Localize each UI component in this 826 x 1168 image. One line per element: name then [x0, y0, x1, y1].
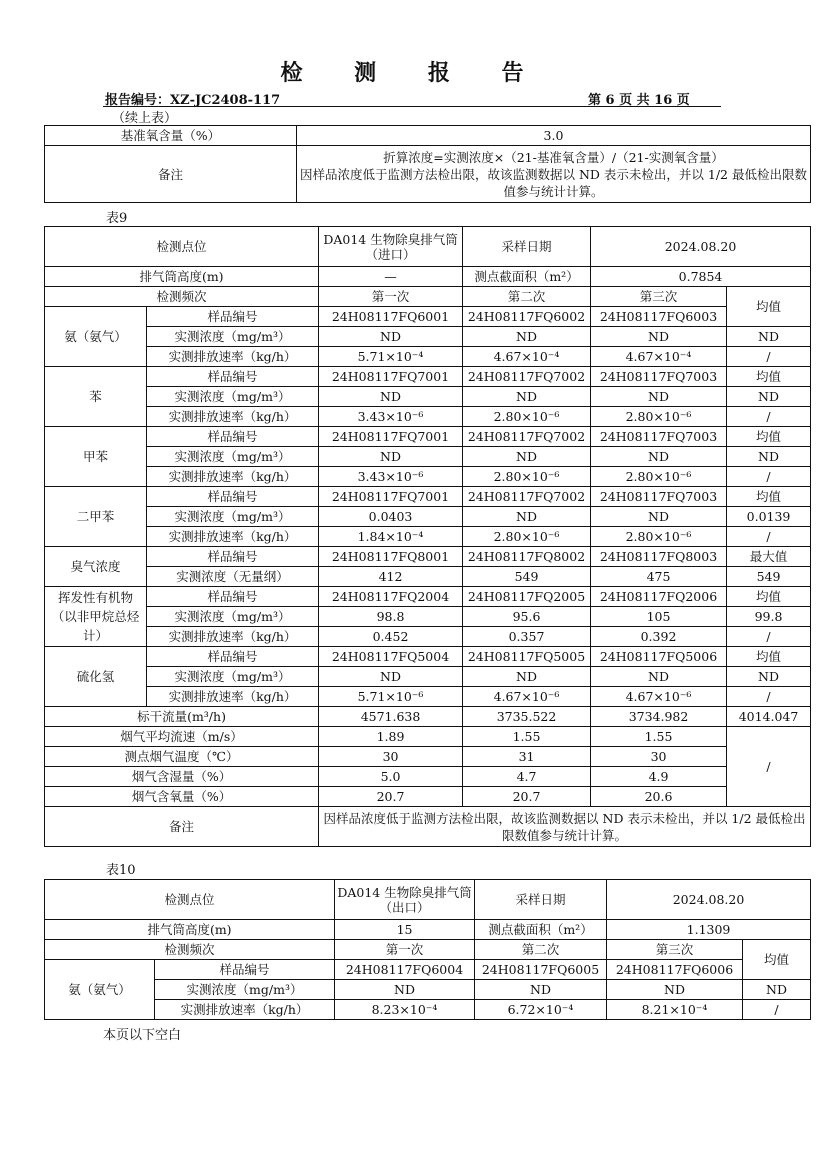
date-value: 2024.08.20 — [607, 880, 811, 920]
cell: 4.9 — [591, 767, 727, 787]
group-name: 硫化氢 — [45, 647, 147, 707]
cell: ND — [319, 447, 463, 467]
param-label: 测点烟气温度（℃） — [45, 747, 319, 767]
note-formula: 折算浓度=实测浓度×（21-基准氧含量）/（21-实测氧含量） — [383, 149, 724, 165]
cell: 20.6 — [591, 787, 727, 807]
run-2-label: 第二次 — [463, 287, 591, 307]
continued-table — [44, 125, 811, 203]
cell: 24H08117FQ5006 — [591, 647, 727, 667]
cell: 24H08117FQ6004 — [335, 960, 475, 980]
cell: 24H08117FQ8003 — [591, 547, 727, 567]
table-row — [45, 447, 811, 467]
group-name: 苯 — [45, 367, 147, 427]
cell: 0.0403 — [319, 507, 463, 527]
summary-cell: / — [727, 347, 811, 367]
cell: 2.80×10⁻⁶ — [591, 407, 727, 427]
table-row — [45, 587, 811, 607]
note-nd-statement: 因样品浓度低于监测方法检出限，故该监测数据以 ND 表示未检出，并以 1/2 最低检出限数值参与统计计算。 — [300, 166, 807, 199]
table-row — [45, 467, 811, 487]
run-3-label: 第三次 — [607, 940, 743, 960]
summary-cell: 549 — [727, 567, 811, 587]
table9-freq-row — [45, 287, 811, 307]
table-row — [45, 667, 811, 687]
cell: ND — [319, 387, 463, 407]
group-name: 挥发性有机物（以非甲烷总烃计） — [45, 587, 147, 647]
table-row — [45, 367, 811, 387]
cell: 5.71×10⁻⁶ — [319, 687, 463, 707]
row-label: 样品编号 — [147, 587, 319, 607]
summary-cell: 均值 — [727, 427, 811, 447]
freq-label: 检测频次 — [45, 940, 335, 960]
table9-stack-row — [45, 267, 811, 287]
cell: 24H08117FQ7003 — [591, 367, 727, 387]
cell: 5.71×10⁻⁴ — [319, 347, 463, 367]
note-content: 因样品浓度低于监测方法检出限，故该监测数据以 ND 表示未检出，并以 1/2 最低检出限数值参与统计计算。 — [319, 807, 811, 847]
cell: 24H08117FQ2006 — [591, 587, 727, 607]
cell: 0.357 — [463, 627, 591, 647]
group-name: 氨（氨气） — [45, 960, 155, 1020]
cell: 24H08117FQ8002 — [463, 547, 591, 567]
cell: 20.7 — [319, 787, 463, 807]
cell: ND — [475, 980, 607, 1000]
summary-cell: 99.8 — [727, 607, 811, 627]
cell: 24H08117FQ8001 — [319, 547, 463, 567]
cell: 24H08117FQ6002 — [463, 307, 591, 327]
cell: 30 — [591, 747, 727, 767]
summary-cell: 0.0139 — [727, 507, 811, 527]
summary-cell: ND — [727, 387, 811, 407]
table-row — [45, 767, 811, 787]
continued-label: （续上表） — [112, 111, 178, 126]
ref-o2-value: 3.0 — [297, 126, 811, 146]
cell: 3.43×10⁻⁶ — [319, 467, 463, 487]
avg-header: 均值 — [743, 940, 811, 980]
row-label: 实测排放速率（kg/h） — [147, 407, 319, 427]
row-label: 样品编号 — [147, 427, 319, 447]
row-label: 实测排放速率（kg/h） — [147, 687, 319, 707]
table-row — [45, 347, 811, 367]
table9-point-row — [45, 227, 811, 267]
note-label: 备注 — [45, 146, 297, 203]
table9-caption: 表9 — [106, 211, 128, 226]
cell: 24H08117FQ7001 — [319, 487, 463, 507]
group-name: 臭气浓度 — [45, 547, 147, 587]
cell: 0.392 — [591, 627, 727, 647]
row-label: 实测浓度（无量纲） — [147, 567, 319, 587]
run-3-label: 第三次 — [591, 287, 727, 307]
table-row — [45, 307, 811, 327]
flow-label: 标干流量(m³/h) — [45, 707, 319, 727]
table-row — [45, 980, 811, 1000]
cell: 24H08117FQ7002 — [463, 367, 591, 387]
summary-cell: / — [743, 1000, 811, 1020]
cell: 24H08117FQ6003 — [591, 307, 727, 327]
cell: ND — [591, 327, 727, 347]
cell: 2.80×10⁻⁶ — [591, 467, 727, 487]
table-row — [45, 607, 811, 627]
page-number: 第 6 页 共 16 页 — [588, 93, 690, 108]
cell: 20.7 — [463, 787, 591, 807]
cell: 24H08117FQ6006 — [607, 960, 743, 980]
cell: ND — [463, 507, 591, 527]
cell: 1.55 — [591, 727, 727, 747]
row-label: 实测排放速率（kg/h） — [147, 627, 319, 647]
row-label: 样品编号 — [147, 647, 319, 667]
cell: ND — [319, 667, 463, 687]
table-row — [45, 960, 811, 980]
cell: 24H08117FQ7003 — [591, 427, 727, 447]
cell: 24H08117FQ2004 — [319, 587, 463, 607]
row-label: 实测排放速率（kg/h） — [155, 1000, 335, 1020]
cell: 24H08117FQ7002 — [463, 487, 591, 507]
table-row — [45, 1000, 811, 1020]
group-name: 二甲苯 — [45, 487, 147, 547]
row-label: 实测排放速率（kg/h） — [147, 347, 319, 367]
row-label: 实测排放速率（kg/h） — [147, 467, 319, 487]
group-name: 氨（氨气） — [45, 307, 147, 367]
cell: 4.67×10⁻⁶ — [591, 687, 727, 707]
point-value: DA014 生物除臭排气筒（进口） — [319, 227, 463, 267]
cell: 412 — [319, 567, 463, 587]
date-label: 采样日期 — [463, 227, 591, 267]
summary-cell: / — [727, 687, 811, 707]
point-label: 检测点位 — [45, 880, 335, 920]
cell: 24H08117FQ5005 — [463, 647, 591, 667]
params-summary: / — [727, 727, 811, 807]
report-title: 检 测 报 告 — [280, 60, 546, 86]
cell: 24H08117FQ7001 — [319, 427, 463, 447]
cell: ND — [591, 667, 727, 687]
cell: ND — [607, 980, 743, 1000]
table-row — [45, 707, 811, 727]
cell: 3734.982 — [591, 707, 727, 727]
row-label: 实测浓度（mg/m³） — [147, 327, 319, 347]
cell: 3735.522 — [463, 707, 591, 727]
area-value: 0.7854 — [591, 267, 811, 287]
table-row — [45, 647, 811, 667]
summary-cell: / — [727, 627, 811, 647]
group-name: 甲苯 — [45, 427, 147, 487]
summary-cell: ND — [743, 980, 811, 1000]
cell: 2.80×10⁻⁶ — [463, 527, 591, 547]
cell: ND — [463, 447, 591, 467]
ref-o2-label: 基准氧含量（%） — [45, 126, 297, 146]
summary-cell: 均值 — [727, 487, 811, 507]
stack-height-label: 排气筒高度(m) — [45, 920, 335, 940]
cell: 1.89 — [319, 727, 463, 747]
cell: 2.80×10⁻⁶ — [463, 407, 591, 427]
summary-cell: 均值 — [727, 367, 811, 387]
cell: 24H08117FQ7003 — [591, 487, 727, 507]
row-label: 样品编号 — [147, 487, 319, 507]
cell: 5.0 — [319, 767, 463, 787]
row-label: 实测浓度（mg/m³） — [147, 447, 319, 467]
run-1-label: 第一次 — [319, 287, 463, 307]
run-2-label: 第二次 — [475, 940, 607, 960]
cell: 4.67×10⁻⁴ — [591, 347, 727, 367]
area-value: 1.1309 — [607, 920, 811, 940]
point-value: DA014 生物除臭排气筒（出口） — [335, 880, 475, 920]
note-label: 备注 — [45, 807, 319, 847]
param-label: 烟气含氧量（%） — [45, 787, 319, 807]
row-label: 实测排放速率（kg/h） — [147, 527, 319, 547]
summary-cell: / — [727, 527, 811, 547]
cell: 95.6 — [463, 607, 591, 627]
cell: 4.7 — [463, 767, 591, 787]
cell: ND — [463, 667, 591, 687]
stack-height-value: — — [319, 267, 463, 287]
table-row — [45, 787, 811, 807]
param-label: 烟气平均流速（m/s） — [45, 727, 319, 747]
table-row — [45, 687, 811, 707]
table-row — [45, 507, 811, 527]
summary-cell: ND — [727, 667, 811, 687]
table-row — [45, 567, 811, 587]
table-row — [45, 487, 811, 507]
cell: 1.84×10⁻⁴ — [319, 527, 463, 547]
cell: 24H08117FQ6001 — [319, 307, 463, 327]
row-label: 实测浓度（mg/m³） — [155, 980, 335, 1000]
cell: 4.67×10⁻⁶ — [463, 687, 591, 707]
note-content — [297, 146, 811, 203]
cell: 2.80×10⁻⁶ — [591, 527, 727, 547]
summary-cell: 均值 — [727, 647, 811, 667]
report-number: 报告编号：XZ-JC2408-117 — [105, 93, 281, 108]
summary-cell: ND — [727, 447, 811, 467]
cell: 8.21×10⁻⁴ — [607, 1000, 743, 1020]
row-label: 样品编号 — [155, 960, 335, 980]
cell: 475 — [591, 567, 727, 587]
summary-cell: 均值 — [727, 587, 811, 607]
summary-cell: / — [727, 467, 811, 487]
cell: 24H08117FQ2005 — [463, 587, 591, 607]
cell: 8.23×10⁻⁴ — [335, 1000, 475, 1020]
summary-cell: 最大值 — [727, 547, 811, 567]
table-row — [45, 747, 811, 767]
row-label: 样品编号 — [147, 367, 319, 387]
row-label: 样品编号 — [147, 307, 319, 327]
cell: 98.8 — [319, 607, 463, 627]
cell: ND — [591, 387, 727, 407]
cell: 31 — [463, 747, 591, 767]
table10-point-row — [45, 880, 811, 920]
table10-freq-row — [45, 940, 811, 960]
date-label: 采样日期 — [475, 880, 607, 920]
table-row — [45, 727, 811, 747]
table9 — [44, 226, 811, 847]
table-row — [45, 387, 811, 407]
cell: 4.67×10⁻⁴ — [463, 347, 591, 367]
run-1-label: 第一次 — [335, 940, 475, 960]
cell: ND — [463, 327, 591, 347]
cell: 0.452 — [319, 627, 463, 647]
cell: 1.55 — [463, 727, 591, 747]
cell: 6.72×10⁻⁴ — [475, 1000, 607, 1020]
cell: 30 — [319, 747, 463, 767]
cell: ND — [319, 327, 463, 347]
row-label: 实测浓度（mg/m³） — [147, 387, 319, 407]
avg-header: 均值 — [727, 287, 811, 327]
cell: 24H08117FQ6005 — [475, 960, 607, 980]
cell: 3.43×10⁻⁶ — [319, 407, 463, 427]
table-row — [45, 427, 811, 447]
cell: 2.80×10⁻⁶ — [463, 467, 591, 487]
cell: 24H08117FQ7001 — [319, 367, 463, 387]
cell: ND — [463, 387, 591, 407]
row-label: 实测浓度（mg/m³） — [147, 607, 319, 627]
cell: ND — [335, 980, 475, 1000]
cell: 4571.638 — [319, 707, 463, 727]
cell: ND — [591, 447, 727, 467]
area-label: 测点截面积（m²） — [475, 920, 607, 940]
cell: 549 — [463, 567, 591, 587]
header-divider — [103, 106, 721, 107]
stack-height-label: 排气筒高度(m) — [45, 267, 319, 287]
param-label: 烟气含湿量（%） — [45, 767, 319, 787]
row-label: 实测浓度（mg/m³） — [147, 667, 319, 687]
stack-height-value: 15 — [335, 920, 475, 940]
table-row — [45, 407, 811, 427]
freq-label: 检测频次 — [45, 287, 319, 307]
table10-stack-row — [45, 920, 811, 940]
table10-caption: 表10 — [106, 863, 136, 878]
summary-cell: ND — [727, 327, 811, 347]
table-row — [45, 547, 811, 567]
summary-cell: 4014.047 — [727, 707, 811, 727]
row-label: 实测浓度（mg/m³） — [147, 507, 319, 527]
cell: 24H08117FQ7002 — [463, 427, 591, 447]
point-label: 检测点位 — [45, 227, 319, 267]
blank-page-note: 本页以下空白 — [103, 1028, 182, 1043]
table10 — [44, 879, 811, 1020]
table-row — [45, 627, 811, 647]
row-label: 样品编号 — [147, 547, 319, 567]
table-row — [45, 327, 811, 347]
table9-note-row — [45, 807, 811, 847]
area-label: 测点截面积（m²） — [463, 267, 591, 287]
table-row — [45, 527, 811, 547]
cell: 24H08117FQ5004 — [319, 647, 463, 667]
date-value: 2024.08.20 — [591, 227, 811, 267]
summary-cell: / — [727, 407, 811, 427]
cell: 105 — [591, 607, 727, 627]
cell: ND — [591, 507, 727, 527]
